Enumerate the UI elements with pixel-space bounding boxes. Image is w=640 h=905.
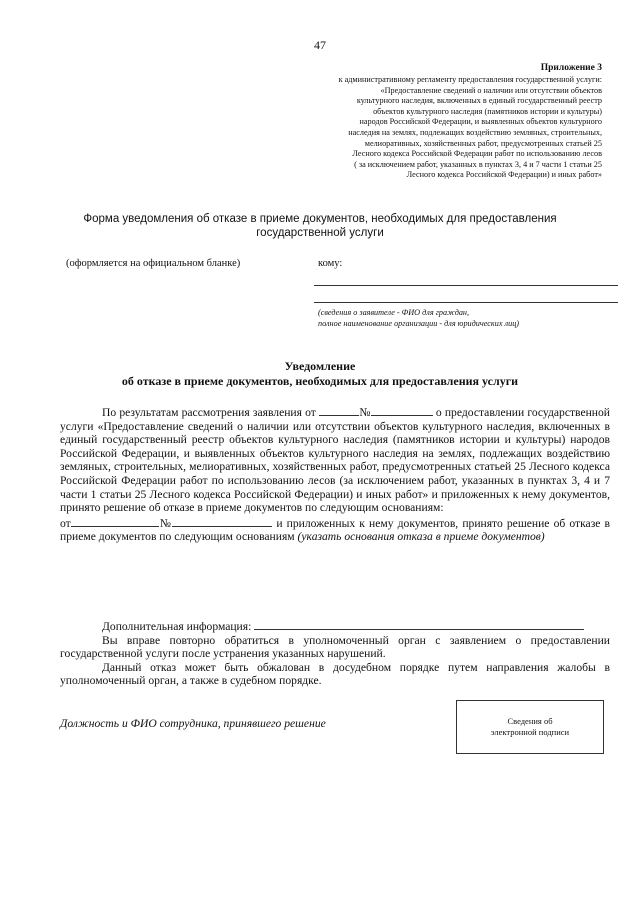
recipient-hint (318, 307, 519, 329)
additional-info-line (60, 618, 610, 634)
appendix-line: «Предоставление сведений о наличии или отсутствии объектов (380, 85, 602, 95)
electronic-signature-box (456, 700, 604, 754)
recipient-hint-line: полное наименование организации - для юридических лиц) (318, 319, 520, 328)
additional-section (60, 618, 610, 688)
repeat-application-text: Вы вправе повторно обратиться в уполномоченный орган с заявлением о предоставлении государственной услуги после устранения указанных нарушений. (60, 633, 610, 661)
additional-info-field[interactable] (254, 618, 584, 630)
notice-paragraph (60, 515, 610, 544)
form-title: Форма уведомления об отказе в приеме документов, необходимых для предоставления государственной услуги (83, 213, 557, 239)
notice-heading-line: Уведомление (284, 359, 356, 373)
official-blank-note: (оформляется на официальном бланке) (66, 258, 241, 269)
appendix-line: наследия на землях, подлежащих воздействию земляных, строительных, (348, 127, 602, 137)
recipient-line-2[interactable] (314, 302, 618, 303)
notice-heading-line: об отказе в приеме документов, необходимых для предоставления услуги (121, 374, 519, 388)
page-number: 47 (314, 38, 326, 52)
paragraph-text: и приложенных к нему документов, принято решение об отказе в приеме документов по следующим основаниям (60, 516, 611, 544)
signature-box-line: Сведения об (507, 716, 553, 726)
appendix-line: объектов культурного наследия (памятников истории и культуры) (373, 106, 602, 116)
recipient-hint-line: (сведения о заявителе - ФИО для граждан, (318, 308, 470, 317)
paragraph-text: о предоставлении государственной услуги «Предоставление сведений о наличии или отсутствии объектов культурного наследия, включенных в единый государственный реестр объектов культурного наследия (памятников истории и культуры) народов Российской Федерации, и выявленных объектов культурного наследия на землях, подлежащих воздействию земляных, строительных, мелиоративных, хозяйственных работ, предусмотренных статьей 25 Лесного кодекса Российской Федерации работ по использованию лесов (за исключением работ, указанных в пунктах 3, 4 и 7 части 1 статьи 25 Лесного кодекса Российской Федерации) и иных работ» и приложенных к нему документов, принято решение об отказе в приеме документов по следующим основаниям: (60, 406, 611, 515)
notice-body (60, 404, 610, 544)
recipient-label: кому: (318, 258, 343, 269)
appendix-line: Лесного кодекса Российской Федерации) и иных работ» (406, 170, 602, 180)
notice-heading (40, 359, 600, 389)
date-field[interactable] (71, 515, 159, 527)
appendix-line: мелиоративных, хозяйственных работ, предусмотренных статьей 25 (364, 138, 602, 148)
appendix-line: Лесного кодекса Российской Федерации работ по использованию лесов (352, 149, 602, 159)
appendix-title: Приложение 3 (540, 63, 602, 73)
recipient-line-1[interactable] (314, 285, 618, 286)
number-sign: № (359, 406, 371, 419)
appendix-line: культурного наследия, включенных в единый государственный реестр (356, 96, 602, 106)
appendix-line: ( за исключением работ, указанных в пунктах 3, 4 и 7 части 1 статьи 25 (354, 159, 602, 169)
signature-box-line: электронной подписи (490, 726, 570, 737)
date-field[interactable] (319, 404, 359, 416)
appendix-line: к административному регламенту предоставления государственной услуги: (338, 75, 602, 84)
paragraph-text: По результатам рассмотрения заявления от (102, 406, 316, 419)
additional-info-label: Дополнительная информация: (102, 620, 252, 633)
signature-label: Должность и ФИО сотрудника, принявшего решение (60, 717, 326, 730)
grounds-instruction: (указать основания отказа в приеме документов) (297, 530, 545, 544)
number-field[interactable] (172, 515, 272, 527)
appendix-line: народов Российской Федерации, и выявленных объектов культурного (359, 117, 602, 127)
notice-paragraph (60, 404, 610, 515)
paragraph-text: от (60, 516, 71, 530)
number-field[interactable] (371, 404, 433, 416)
appeal-text: Данный отказ может быть обжалован в досудебном порядке путем направления жалобы в уполномоченный орган, а также в судебном порядке. (60, 660, 610, 688)
number-sign: № (158, 516, 173, 530)
appendix-text (200, 75, 602, 181)
